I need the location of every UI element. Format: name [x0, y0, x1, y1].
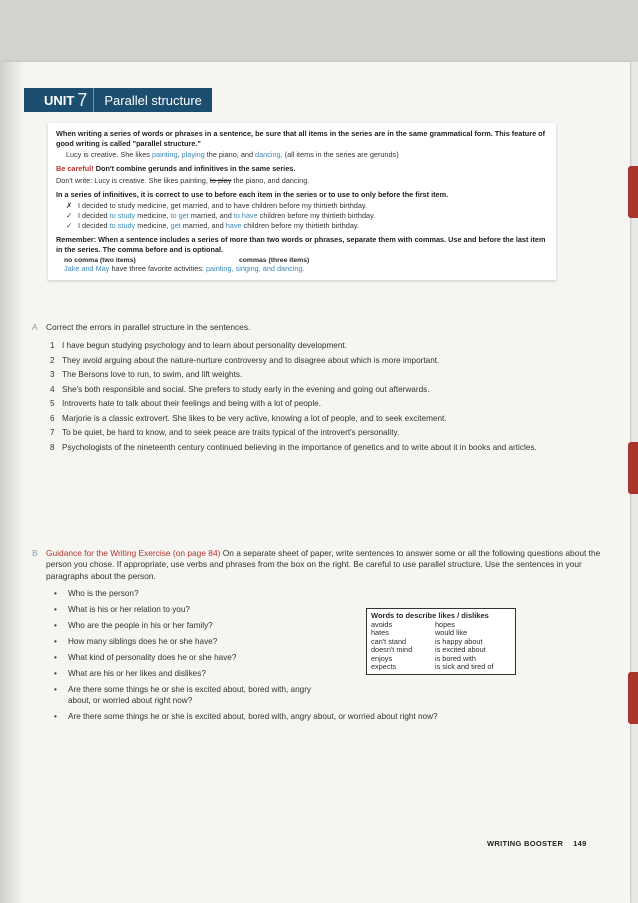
list-item: • Who are the people in his or her family? — [54, 621, 213, 631]
list-item: • What are his or her likes and dislikes? — [54, 669, 206, 679]
page-number: 149 — [573, 839, 587, 848]
unit-number: 7 — [77, 90, 88, 110]
grammar-box — [48, 123, 556, 280]
words-grid: avoids hopes hates would like can't stand is happy about doesn't mind is excited about enjoys is bored with expects is sick and tired of — [371, 620, 494, 672]
page-edge-tab — [628, 166, 638, 218]
page-edge-tab — [628, 672, 638, 724]
check-mark-icon: ✓ — [66, 221, 73, 231]
jake-example: Jake and May have three favorite activities: painting, singing, and dancing. — [64, 263, 305, 273]
question-list — [46, 588, 602, 722]
grammar-example-1: Lucy is creative. She likes painting, playing the piano, and dancing. (all items in the series are gerunds) — [66, 150, 399, 160]
exercise-letter: A — [32, 322, 38, 332]
list-item: 7 To be quiet, be hard to know, and to seek peace are traits typical of the introvert's personality. — [50, 428, 400, 437]
commas-label: commas (three items) — [239, 256, 310, 264]
list-item: 1 I have begun studying psychology and to learn about personality development. — [50, 341, 347, 350]
remember-note: Remember: When a sentence includes a series of more than two words or phrases, separate them with commas. Use and before the last item in the series. The comma before and is optional. — [56, 235, 546, 254]
correct-example-2: ✓ I decided to study medicine, get married, and have children before my thirtieth birthday. — [66, 221, 360, 231]
careful-note: Be careful! Don't combine gerunds and infinitives in the same series. — [56, 164, 296, 174]
footer-label: WRITING BOOSTER — [487, 839, 564, 848]
list-item: • Are there some things he or she is excited about, bored with, angry about, or worried about right now? — [54, 712, 438, 722]
comma-columns — [56, 257, 548, 264]
exercise-a — [32, 322, 602, 456]
infinitive-rule: In a series of infinitives, it is correct to use to before each item in the series or to use to only before the first item. — [56, 189, 449, 199]
words-box — [366, 608, 516, 675]
check-mark-icon: ✓ — [66, 211, 73, 221]
unit-label — [24, 88, 93, 112]
list-item: • How many siblings does he or she have? — [54, 637, 218, 647]
page-spine-shadow — [0, 62, 24, 903]
list-item: • Are there some things he or she is excited about, bored with, angry about, or worried about right now? — [54, 685, 312, 706]
incorrect-example: ✗ I decided to study medicine, get married, and to have children before my thirtieth birthday. — [66, 201, 368, 211]
list-item: 5 Introverts hate to talk about their feelings and being with a lot of people. — [50, 399, 321, 408]
exercise-list — [46, 340, 602, 453]
no-comma-label: no comma (two items) — [64, 256, 136, 264]
list-item: 6 Marjorie is a classic extrovert. She likes to be very active, knowing a lot of people, and to seek excitement. — [50, 413, 447, 423]
words-box-title: Words to describe likes / dislikes — [371, 611, 489, 620]
x-mark-icon: ✗ — [66, 201, 73, 211]
page-edge-tab — [628, 442, 638, 494]
list-item: 3 The Bersons love to run, to swim, and lift weights. — [50, 370, 243, 379]
unit-title: Parallel structure — [93, 88, 212, 112]
list-item: 4 She's both responsible and social. She prefers to study early in the evening and going out afterwards. — [50, 384, 430, 394]
exercise-letter: B — [32, 548, 38, 558]
unit-header — [24, 88, 212, 112]
list-item: 2 They avoid arguing about the nature-nurture controversy and to disagree about which is more important. — [50, 355, 440, 365]
exercise-instruction: Correct the errors in parallel structure in the sentences. — [46, 322, 251, 332]
unit-word: UNIT — [44, 93, 75, 108]
list-item: • What kind of personality does he or she have? — [54, 653, 237, 663]
grammar-intro: When writing a series of words or phrases in a sentence, be sure that all items in the series are in the same grammatical form. This feature of good writing is called "parallel structure." — [56, 129, 546, 148]
dont-write-example: Don't write: Lucy is creative. She likes painting, to play the piano, and dancing. — [56, 175, 310, 185]
list-item: • What is his or her relation to you? — [54, 605, 190, 615]
scan-top-band — [0, 0, 638, 62]
list-item: 8 Psychologists of the nineteenth century continued believing in the importance of genetics and to write about it in books and articles. — [50, 442, 537, 452]
exercise-b — [32, 548, 602, 727]
correct-example-1: ✓ I decided to study medicine, to get married, and to have children before my thirtieth birthday. — [66, 211, 376, 221]
page-footer — [487, 839, 587, 848]
exercise-b-title: Guidance for the Writing Exercise (on page 84) — [46, 548, 221, 558]
exercise-b-instruction: Guidance for the Writing Exercise (on page 84) On a separate sheet of paper, write sentences to answer some or all the following questions about the person you chose. If appropriate, use verbs and phrases from the box on the right. Be careful to use parallel structure. Use the sentences in your paragraphs about the person. — [46, 548, 601, 581]
list-item: • Who is the person? — [54, 589, 139, 599]
